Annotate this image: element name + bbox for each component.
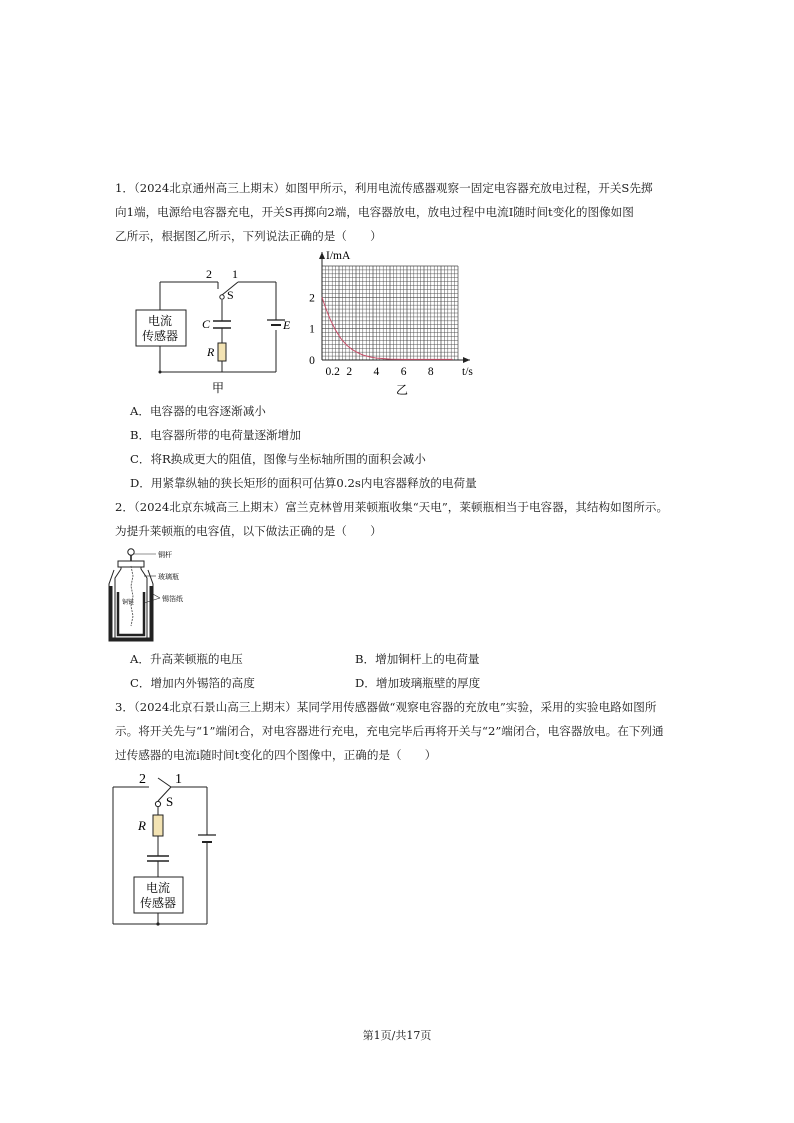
q1-option-c: C．将R换成更大的阻值，图像与坐标轴所围的面积会减小 xyxy=(130,452,426,466)
q3-terminal-2: 2 xyxy=(139,772,146,787)
q1-circuit-caption: 甲 xyxy=(211,381,225,395)
q3-sensor-label-2: 传感器 xyxy=(139,896,177,910)
q1-switch-label: S xyxy=(227,288,234,302)
leyden-jar-diagram xyxy=(100,546,210,646)
q3-circuit-diagram xyxy=(105,766,225,936)
y-tick-label: 2 xyxy=(309,292,315,305)
q1-sensor-label-2: 传感器 xyxy=(141,329,179,343)
label-copper-rod: 铜杆 xyxy=(158,551,172,559)
q3-resistor-label: R xyxy=(138,818,146,833)
q2-option-c: C．增加内外锡箔的高度 xyxy=(130,676,255,690)
q3-sensor-label-1: 电流 xyxy=(145,881,171,895)
q1-line-3: 乙所示，根据图乙所示，下列说法正确的是（ ） xyxy=(115,229,382,243)
x-tick-label: 0.2 xyxy=(325,366,340,378)
x-tick-label: 2 xyxy=(346,366,353,378)
q1-line-2: 向1端，电源给电容器充电，开关S再掷向2端，电容器放电，放电过程中电流I随时间t变化的图像如图 xyxy=(115,205,634,219)
q3-terminal-1: 1 xyxy=(175,772,182,787)
q1-option-d: D．用紧靠纵轴的狭长矩形的面积可估算0.2s内电容器释放的电荷量 xyxy=(130,476,477,490)
q3-line-2: 示。将开关先与“1”端闭合，对电容器进行充电，充电完毕后再将开关与“2”端闭合，电容器放电。在下列通 xyxy=(115,724,664,738)
q3-line-3: 过传感器的电流i随时间t变化的四个图像中，正确的是（ ） xyxy=(115,748,437,762)
label-tin-foil: 锡箔纸 xyxy=(162,595,183,603)
y-axis-label: I/mA xyxy=(326,250,351,262)
x-axis-label: t/s xyxy=(462,366,473,378)
q1-terminal-2: 2 xyxy=(206,267,212,281)
x-tick-label: 6 xyxy=(400,366,407,378)
q2-option-d: D．增加玻璃瓶壁的厚度 xyxy=(355,676,481,690)
q1-resistor-label: R xyxy=(207,345,215,359)
q2-line-2: 为提升莱顿瓶的电容值，以下做法正确的是（ ） xyxy=(115,524,382,538)
q1-option-b: B．电容器所带的电荷量逐渐增加 xyxy=(130,428,301,442)
q1-capacitor-label: C xyxy=(202,317,211,331)
y-tick-label: 1 xyxy=(309,323,315,336)
q2-line-1: 2．（2024北京东城高三上期末）富兰克林曾用莱顿瓶收集“天电”，莱顿瓶相当于电容器，其结构如图所示。 xyxy=(115,500,669,514)
label-glass-bottle: 玻璃瓶 xyxy=(158,573,179,581)
x-tick-label: 8 xyxy=(427,366,434,378)
q1-line-1: 1．（2024北京通州高三上期末）如图甲所示，利用电流传感器观察一固定电容器充放电过程，开关S先掷 xyxy=(115,181,653,195)
q3-line-1: 3．（2024北京石景山高三上期末）某同学用传感器做“观察电容器的充放电”实验，采用的实验电路如图所 xyxy=(115,700,657,714)
q1-graph-caption: 乙 xyxy=(395,383,409,397)
q1-current-time-graph xyxy=(300,244,480,399)
q2-option-b: B．增加铜杆上的电荷量 xyxy=(355,652,480,666)
y-tick-label: 0 xyxy=(309,355,315,367)
q1-circuit-diagram xyxy=(120,262,290,397)
label-copper-chain: 铜链 xyxy=(122,600,135,606)
q1-option-a: A．电容器的电容逐渐减小 xyxy=(130,404,266,418)
x-tick-label: 4 xyxy=(373,366,380,378)
q1-battery-label: E xyxy=(283,318,290,332)
page-footer: 第1页/共17页 xyxy=(362,1029,432,1042)
q1-sensor-label-1: 电流 xyxy=(147,314,173,328)
q3-switch-label: S xyxy=(166,794,174,809)
q2-option-a: A．升高莱顿瓶的电压 xyxy=(130,652,243,666)
q1-terminal-1: 1 xyxy=(232,267,238,281)
